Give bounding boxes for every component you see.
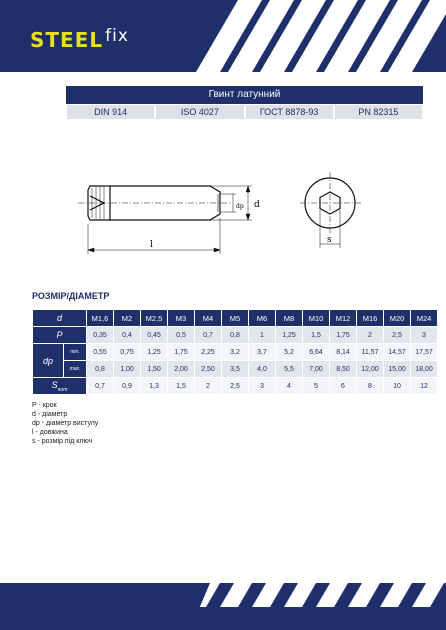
table-cell: 5 [303, 378, 330, 395]
size-header: M20 [384, 310, 411, 327]
row-label-s [33, 378, 87, 395]
table-cell: 2,50 [195, 361, 222, 378]
table-row-dp-min [33, 344, 438, 361]
table-cell: 6,64 [303, 344, 330, 361]
table-cell: 0,7 [195, 327, 222, 344]
table-cell: 2 [357, 327, 384, 344]
table-cell: 0,35 [87, 327, 114, 344]
table-row-s [33, 378, 438, 395]
table-cell: 0,75 [114, 344, 141, 361]
table-cell: 8 [357, 378, 384, 395]
size-header: M1,6 [87, 310, 114, 327]
size-header: M2 [114, 310, 141, 327]
row-label-p: P [33, 327, 87, 344]
table-cell: 8,50 [330, 361, 357, 378]
table-cell: 0,7 [87, 378, 114, 395]
size-header: M16 [357, 310, 384, 327]
table-cell: 17,57 [411, 344, 438, 361]
table-cell: 1,75 [330, 327, 357, 344]
diameter-label: d [254, 200, 260, 210]
table-row-pitch [33, 327, 438, 344]
dimensions-table [32, 309, 438, 395]
product-title: Гвинт латунний [66, 86, 423, 104]
table-cell: 3 [411, 327, 438, 344]
steelfix-logo [30, 28, 129, 52]
s-label: s [327, 235, 332, 245]
legend-item: dp - діаметр виступу [32, 420, 99, 427]
standard-din: DIN 914 [66, 104, 155, 120]
logo-steel-text: STEEL [30, 28, 104, 52]
section-title: РОЗМІР/ДІАМЕТР [32, 291, 110, 301]
table-cell: 2,00 [168, 361, 195, 378]
table-cell: 0,4 [114, 327, 141, 344]
table-cell: 2,5 [384, 327, 411, 344]
row-label-dp: dp [33, 344, 64, 378]
size-header: M5 [222, 310, 249, 327]
table-cell: 1,75 [168, 344, 195, 361]
table-cell: 11,57 [357, 344, 384, 361]
row-sublabel-max: max. [64, 361, 87, 378]
standard-gost: ГОСТ 8878-93 [245, 104, 334, 120]
table-cell: 3,5 [222, 361, 249, 378]
table-cell: 3,7 [249, 344, 276, 361]
table-row-dp-max [33, 361, 438, 378]
size-header: M2,5 [141, 310, 168, 327]
table-cell: 7,00 [303, 361, 330, 378]
table-cell: 4 [276, 378, 303, 395]
size-header: M6 [249, 310, 276, 327]
table-cell: 0,8 [87, 361, 114, 378]
table-cell: 6 [330, 378, 357, 395]
size-header: M10 [303, 310, 330, 327]
table-cell: 0,45 [141, 327, 168, 344]
table-cell: 1,5 [303, 327, 330, 344]
table-cell: 14,57 [384, 344, 411, 361]
row-sublabel-min: min. [64, 344, 87, 361]
table-cell: 1,3 [141, 378, 168, 395]
table-cell: 5,5 [276, 361, 303, 378]
standard-pn: PN 82315 [334, 104, 423, 120]
table-cell: 1,25 [141, 344, 168, 361]
size-header: M24 [411, 310, 438, 327]
table-cell: 3 [249, 378, 276, 395]
table-cell: 1 [249, 327, 276, 344]
s-symbol: S [51, 379, 58, 390]
table-cell: 2,5 [222, 378, 249, 395]
table-cell: 1,00 [114, 361, 141, 378]
size-header: M8 [276, 310, 303, 327]
table-cell: 0,5 [168, 327, 195, 344]
table-header-row [33, 310, 438, 327]
table-cell: 2 [195, 378, 222, 395]
table-cell: 2,25 [195, 344, 222, 361]
table-cell: 8,14 [330, 344, 357, 361]
table-cell: 1,25 [276, 327, 303, 344]
table-cell: 12 [411, 378, 438, 395]
legend-item: s - розмір під ключ [32, 438, 93, 445]
size-header: M3 [168, 310, 195, 327]
footer-banner [0, 583, 446, 630]
table-cell: 4,0 [249, 361, 276, 378]
legend-item: P - крок [32, 402, 57, 409]
table-cell: 18,00 [411, 361, 438, 378]
table-cell: 0,9 [114, 378, 141, 395]
standard-iso: ISO 4027 [155, 104, 244, 120]
legend [32, 401, 98, 446]
table-cell: 10 [384, 378, 411, 395]
table-cell: 3,2 [222, 344, 249, 361]
s-nom-sub: nom [57, 386, 68, 393]
table-cell: 1,50 [141, 361, 168, 378]
header-banner [0, 0, 446, 72]
legend-item: l - довжина [32, 429, 68, 436]
table-cell: 0,8 [222, 327, 249, 344]
legend-item: d - діаметр [32, 411, 68, 418]
size-header: M4 [195, 310, 222, 327]
table-cell: 0,55 [87, 344, 114, 361]
standards-row [66, 104, 423, 120]
logo-fix-text: fix [105, 26, 129, 46]
table-cell: 5,2 [276, 344, 303, 361]
table-cell: 12,00 [357, 361, 384, 378]
length-label: l [150, 240, 153, 250]
header-stripes [176, 0, 446, 72]
dp-label: dp [236, 203, 244, 210]
table-cell: 1,5 [168, 378, 195, 395]
table-cell: 15,00 [384, 361, 411, 378]
corner-cell: d [33, 310, 87, 327]
size-header: M12 [330, 310, 357, 327]
screw-technical-drawing [70, 168, 370, 263]
